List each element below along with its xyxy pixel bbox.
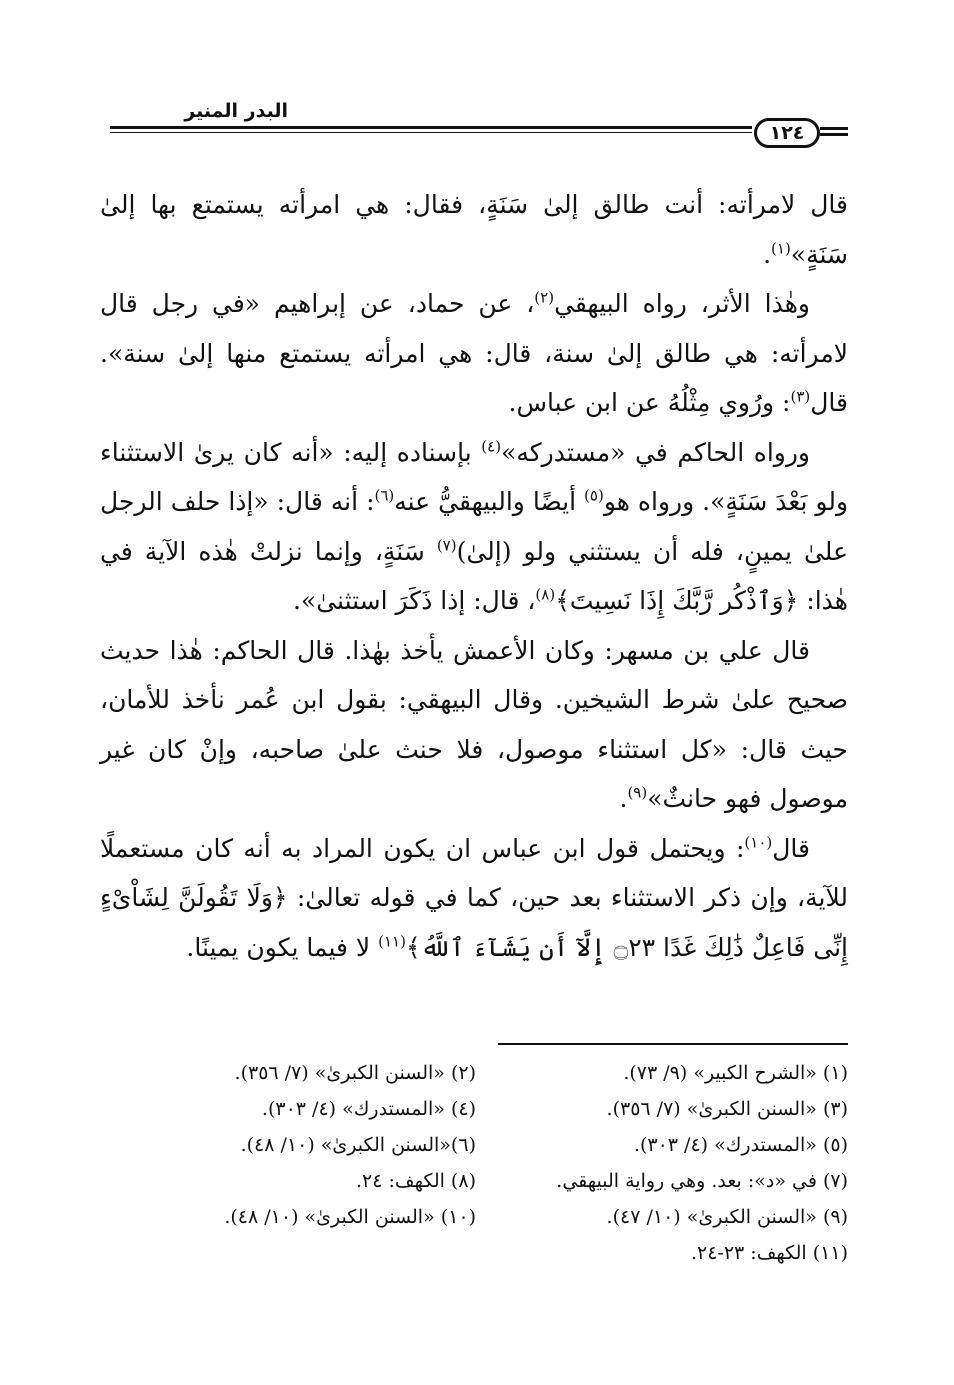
page-header <box>100 96 848 156</box>
paragraph <box>100 626 848 824</box>
header-rule-thin <box>110 132 752 133</box>
paragraph-text: أيضًا والبيهقيُّ عنه <box>394 487 585 516</box>
paragraph-text: ورواه الحاكم في «مستدركه» <box>501 437 811 467</box>
paragraph-text: بإسناده إليه: «أنه كان يرىٰ الاستثناء ولو بَعْدَ سَنَةٍ». ورواه هو <box>100 437 849 516</box>
page-number: ١٢٤ <box>754 118 820 148</box>
paragraph-text: سَنَةٍ، وإنما نزلتْ هٰذه الآية في هٰذا: ﴿وَٱذْكُر رَّبَّكَ إِذَا نَسِيتَ﴾ <box>100 536 848 615</box>
paragraph <box>100 180 848 279</box>
running-title: البدر المنير <box>184 100 288 122</box>
paragraph-text: : ويحتمل قول ابن عباس ان يكون المراد به أنه كان مستعملًا للآية، وإن ذكر الاستثناء بعد حين، كما في قوله تعالىٰ: ﴿وَلَا تَقُولَنَّ لِشَاْىْءٍ إِنِّى فَاعِلٌ ذَٰلِكَ غَدًا ۝٢٣ إِلَّآ أَن يَشَآءَ ٱللَّهُ﴾ <box>100 833 848 962</box>
footnote-marker: (٩) <box>627 783 648 802</box>
footnote: (١٠) «السنن الكبرىٰ» (١٠/ ٤٨). <box>224 1206 476 1228</box>
paragraph-text: لا فيما يكون يمينًا. <box>186 932 379 962</box>
badge-ornament <box>820 127 848 130</box>
footnote-marker: (٥) <box>584 486 604 505</box>
paragraph-text: : ورُوي مِثْلُهُ عن ابن عباس. <box>508 388 791 417</box>
paragraph-text: قال <box>772 833 810 863</box>
footnote-marker: (١٠) <box>744 833 773 852</box>
paragraph-text: قال لامرأته: أنت طالق إلىٰ سَنَةٍ، فقال: هي امرأته يستمتع بها إلىٰ سَنَةٍ» <box>100 190 848 269</box>
footnote: (٧) في «د»: بعد. وهي رواية البيهقي. <box>556 1170 848 1192</box>
footnote-marker: (٨) <box>535 585 556 604</box>
footnote: (٢) «السنن الكبرىٰ» (٧/ ٣٥٦). <box>234 1062 476 1084</box>
footnote: (١) «الشرح الكبير» (٩/ ٧٣). <box>623 1062 848 1084</box>
footnote-marker: (١١) <box>378 932 406 951</box>
footnote-marker: (١) <box>771 239 791 258</box>
footnote-marker: (٧) <box>436 536 457 555</box>
footnote: (٨) الكهف: ٢٤. <box>356 1170 476 1192</box>
footnote-marker: (٢) <box>534 288 555 307</box>
footnote: (٩) «السنن الكبرىٰ» (١٠/ ٤٧). <box>606 1206 848 1228</box>
paragraph-text: ، قال: إذا ذَكَرَ استثنىٰ». <box>292 586 536 615</box>
main-text <box>100 180 848 972</box>
footnote: (١١) الكهف: ٢٣-٢٤. <box>690 1242 848 1264</box>
footnote: (٦)«السنن الكبرىٰ» (١٠/ ٤٨). <box>240 1134 476 1156</box>
footnote-separator <box>498 1043 848 1045</box>
paragraph-text: . <box>763 239 772 269</box>
footnote-marker: (٤) <box>481 437 502 456</box>
paragraph <box>100 279 848 428</box>
footnote-marker: (٦) <box>374 486 395 505</box>
paragraph-text: : أنه قال: «إذا حلف الرجل علىٰ يمينٍ، فله أن يستثني ولو (إلىٰ) <box>100 487 848 566</box>
header-rule <box>110 126 752 129</box>
badge-ornament-lower <box>820 133 848 136</box>
paragraph-text: . <box>619 784 628 813</box>
footnotes <box>100 1055 848 1271</box>
footnote: (٣) «السنن الكبرىٰ» (٧/ ٣٥٦). <box>606 1098 848 1120</box>
footnote: (٥) «المستدرك» (٤/ ٣٠٣). <box>633 1134 848 1156</box>
paragraph-text: قال علي بن مسهر: وكان الأعمش يأخذ بهٰذا. قال الحاكم: هٰذا حديث صحيح علىٰ شرط الشيخين. وقال البيهقي: بقول ابن عُمر نأخذ للأمان، حيث قال: «كل استثناء موصول، فلا حنث علىٰ صاحبه، وإنْ كان غير موصول فهو حانثٌ» <box>100 635 848 813</box>
paragraph-text: وهٰذا الأثر، رواه البيهقي <box>554 289 810 318</box>
footnote: (٤) «المستدرك» (٤/ ٣٠٣). <box>261 1098 476 1120</box>
paragraph <box>100 428 848 626</box>
paragraph-text: ، عن حماد، عن إبراهيم «في رجل قال لامرأته: هي طالق إلىٰ سنة، قال: هي امرأته يستمتع منها إلىٰ سنة». قال <box>100 289 848 417</box>
footnote-marker: (٣) <box>790 387 811 406</box>
paragraph <box>100 824 848 973</box>
